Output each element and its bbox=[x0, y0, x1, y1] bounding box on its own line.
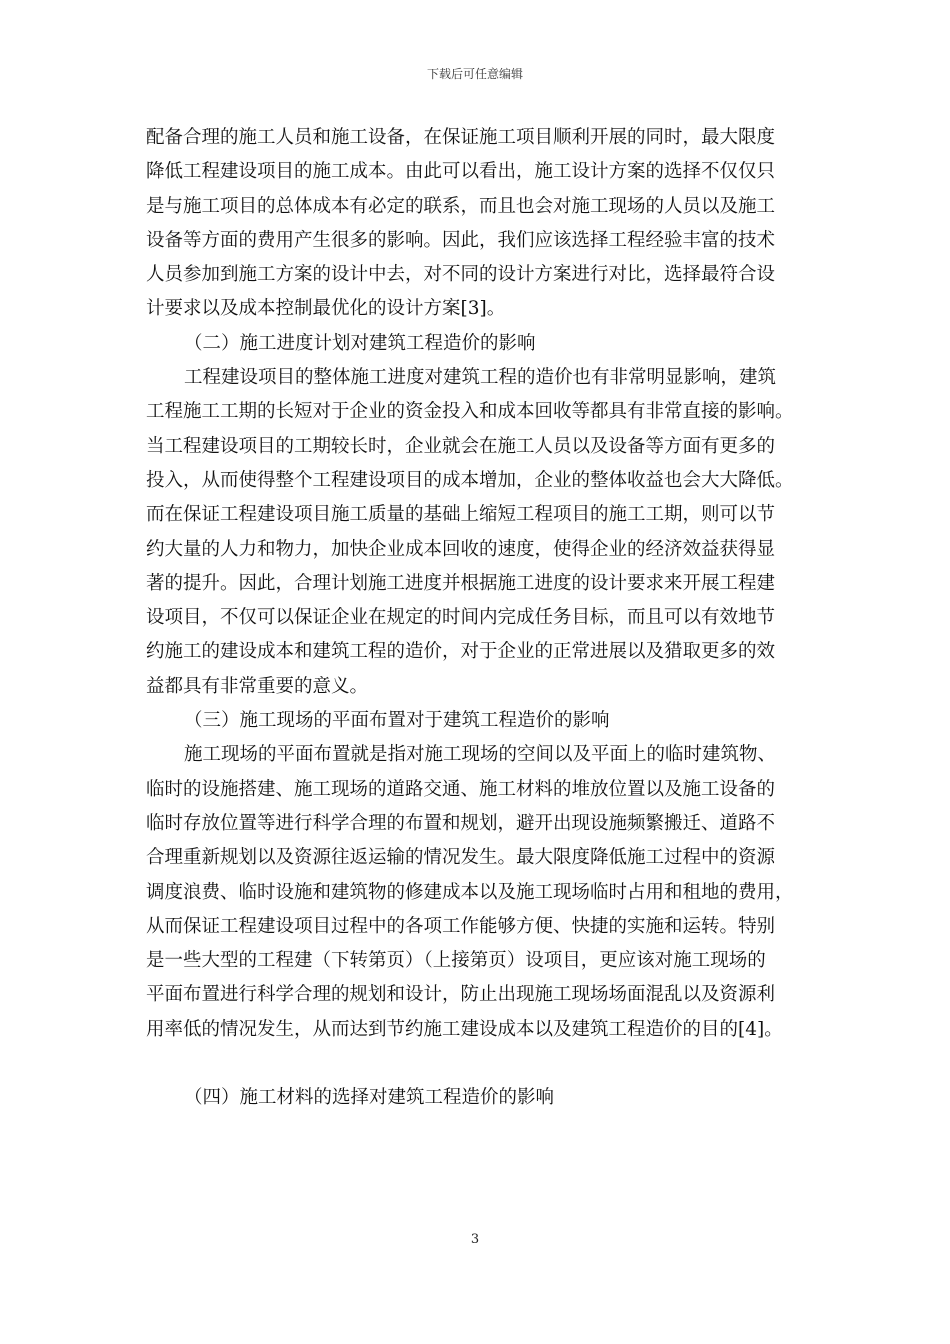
body-line: 人员参加到施工方案的设计中去，对不同的设计方案进行对比，选择最符合设 bbox=[146, 264, 776, 286]
page-number: 3 bbox=[470, 1232, 480, 1247]
paragraph-first-line: 工程建设项目的整体施工进度对建筑工程的造价也有非常明显影响，建筑 bbox=[184, 367, 777, 389]
section-heading-3: （三）施工现场的平面布置对于建筑工程造价的影响 bbox=[184, 710, 610, 732]
body-line: 配备合理的施工人员和施工设备，在保证施工项目顺利开展的同时，最大限度 bbox=[146, 127, 776, 148]
body-line: 设备等方面的费用产生很多的影响。因此，我们应该选择工程经验丰富的技术 bbox=[146, 229, 776, 251]
body-line: 投入，从而使得整个工程建设项目的成本增加，企业的整体收益也会大大降低。 bbox=[146, 469, 794, 491]
page-header bbox=[0, 66, 950, 82]
body-line: 约施工的建设成本和建筑工程的造价，对于企业的正常进展以及猎取更多的效 bbox=[146, 641, 776, 663]
blank-line bbox=[146, 1047, 808, 1081]
body-line: 临时存放位置等进行科学合理的布置和规划，避开出现设施频繁搬迁、道路不 bbox=[146, 812, 776, 834]
body-line: 是与施工项目的总体成本有必定的联系，而且也会对施工现场的人员以及施工 bbox=[146, 195, 776, 217]
header-text: 下载后可任意编辑 bbox=[426, 67, 523, 81]
body-line: 合理重新规划以及资源往返运输的情况发生。最大限度降低施工过程中的资源 bbox=[146, 847, 776, 869]
body-line: 益都具有非常重要的意义。 bbox=[146, 675, 369, 697]
body-line: 平面布置进行科学合理的规划和设计，防止出现施工现场场面混乱以及资源利 bbox=[146, 984, 776, 1006]
paragraph-first-line: 施工现场的平面布置就是指对施工现场的空间以及平面上的临时建筑物、 bbox=[184, 744, 777, 766]
section-heading-4: （四）施工材料的选择对建筑工程造价的影响 bbox=[184, 1087, 555, 1109]
body-line: 计要求以及成本控制最优化的设计方案[3]。 bbox=[146, 298, 506, 320]
body-line: 是一些大型的工程建（下转第页）（上接第页）设项目，更应该对施工现场的 bbox=[146, 950, 766, 972]
body-line: 设项目，不仅可以保证企业在规定的时间内完成任务目标，而且可以有效地节 bbox=[146, 607, 776, 629]
document-body bbox=[146, 121, 808, 1116]
section-heading-2: （二）施工进度计划对建筑工程造价的影响 bbox=[184, 332, 536, 354]
body-line: 而在保证工程建设项目施工质量的基础上缩短工程项目的施工工期，则可以节 bbox=[146, 504, 776, 526]
body-line: 调度浪费、临时设施和建筑物的修建成本以及施工现场临时占用和租地的费用， bbox=[146, 881, 794, 903]
page-footer bbox=[0, 1232, 950, 1248]
body-line: 当工程建设项目的工期较长时，企业就会在施工人员以及设备等方面有更多的 bbox=[146, 435, 776, 457]
body-line: 临时的设施搭建、施工现场的道路交通、施工材料的堆放位置以及施工设备的 bbox=[146, 778, 776, 800]
body-line: 从而保证工程建设项目过程中的各项工作能够方便、快捷的实施和运转。特别 bbox=[146, 915, 776, 937]
body-line: 著的提升。因此，合理计划施工进度并根据施工进度的设计要求来开展工程建 bbox=[146, 572, 776, 594]
body-line: 降低工程建设项目的施工成本。由此可以看出，施工设计方案的选择不仅仅只 bbox=[146, 161, 776, 183]
body-line: 约大量的人力和物力，加快企业成本回收的速度，使得企业的经济效益获得显 bbox=[146, 538, 776, 560]
body-line: 工程施工工期的长短对于企业的资金投入和成本回收等都具有非常直接的影响。 bbox=[146, 401, 794, 423]
body-line: 用率低的情况发生，从而达到节约施工建设成本以及建筑工程造价的目的[4]。 bbox=[146, 1018, 783, 1040]
